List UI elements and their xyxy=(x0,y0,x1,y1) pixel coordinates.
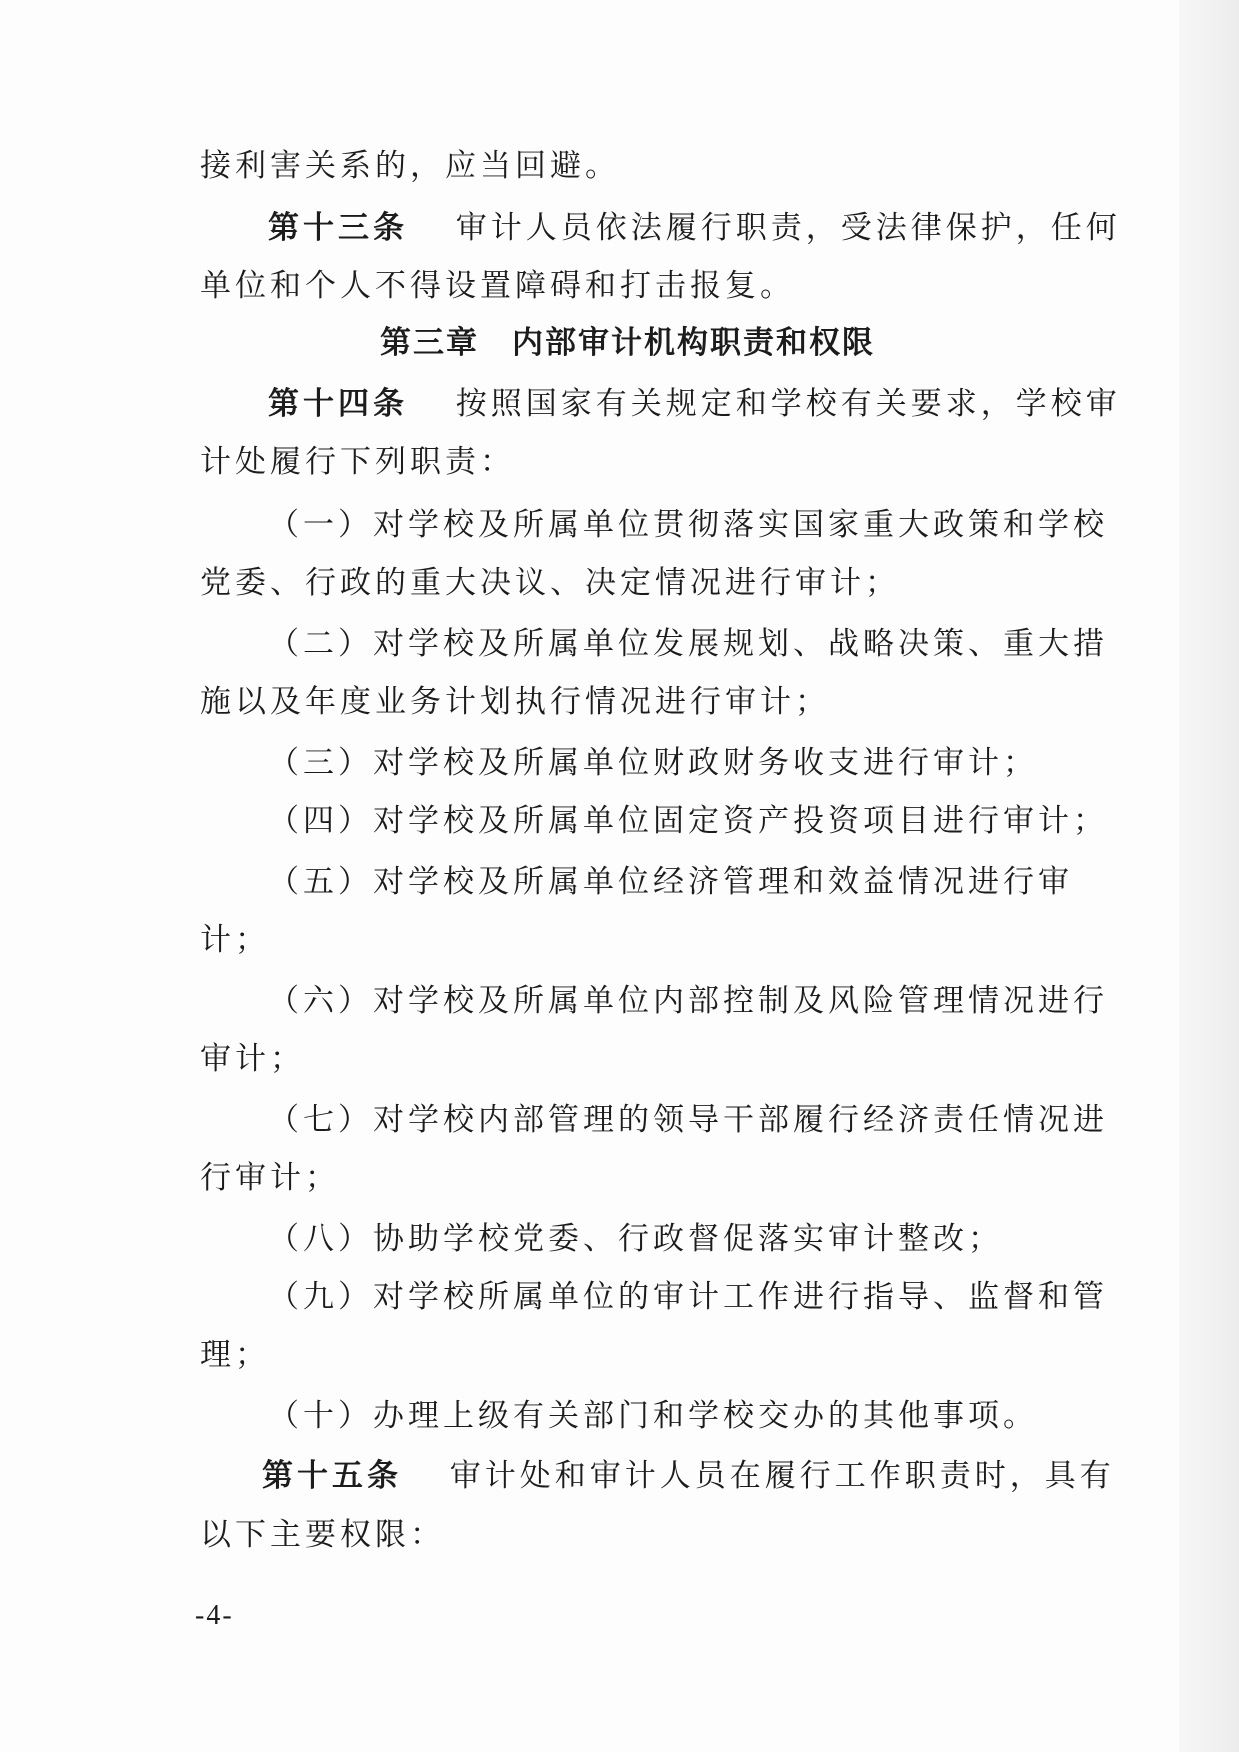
chapter-heading: 第三章 内部审计机构职责和权限 xyxy=(380,325,875,361)
article-text: 按照国家有关规定和学校有关要求，学校审 xyxy=(455,386,1121,422)
page-number: -4- xyxy=(195,1600,234,1631)
article-15-heading xyxy=(262,1456,1115,1496)
article-label: 第十三条 xyxy=(268,210,408,246)
article-label: 第十四条 xyxy=(268,386,408,422)
list-item: （六）对学校及所属单位内部控制及风险管理情况进行 xyxy=(268,983,1108,1019)
text-line: 行审计； xyxy=(200,1160,340,1196)
text-line: 以下主要权限： xyxy=(200,1517,445,1553)
list-item: （七）对学校内部管理的领导干部履行经济责任情况进 xyxy=(268,1102,1108,1138)
list-item: （三）对学校及所属单位财政财务收支进行审计； xyxy=(268,745,1038,781)
list-item: （九）对学校所属单位的审计工作进行指导、监督和管 xyxy=(268,1279,1108,1315)
text-line: 审计； xyxy=(200,1041,305,1077)
list-item: （五）对学校及所属单位经济管理和效益情况进行审 xyxy=(268,864,1073,900)
list-item: （一）对学校及所属单位贯彻落实国家重大政策和学校 xyxy=(268,507,1108,543)
text-line: 党委、行政的重大决议、决定情况进行审计； xyxy=(200,565,900,601)
list-item: （八）协助学校党委、行政督促落实审计整改； xyxy=(268,1221,1003,1257)
article-text: 审计处和审计人员在履行工作职责时，具有 xyxy=(449,1458,1115,1494)
page-edge-shadow xyxy=(1179,0,1239,1752)
text-line: 接利害关系的，应当回避。 xyxy=(200,148,620,184)
list-item: （十）办理上级有关部门和学校交办的其他事项。 xyxy=(268,1398,1038,1434)
article-label: 第十五条 xyxy=(262,1458,402,1494)
text-line: 理； xyxy=(200,1337,270,1373)
text-line: 计； xyxy=(200,922,270,958)
list-item: （四）对学校及所属单位固定资产投资项目进行审计； xyxy=(268,803,1108,839)
text-line: 单位和个人不得设置障碍和打击报复。 xyxy=(200,268,795,304)
article-14-heading xyxy=(268,384,1121,424)
list-item: （二）对学校及所属单位发展规划、战略决策、重大措 xyxy=(268,626,1108,662)
text-line: 计处履行下列职责： xyxy=(200,444,515,480)
article-text: 审计人员依法履行职责，受法律保护，任何 xyxy=(455,210,1121,246)
article-13-heading xyxy=(268,208,1121,248)
text-line: 施以及年度业务计划执行情况进行审计； xyxy=(200,684,830,720)
